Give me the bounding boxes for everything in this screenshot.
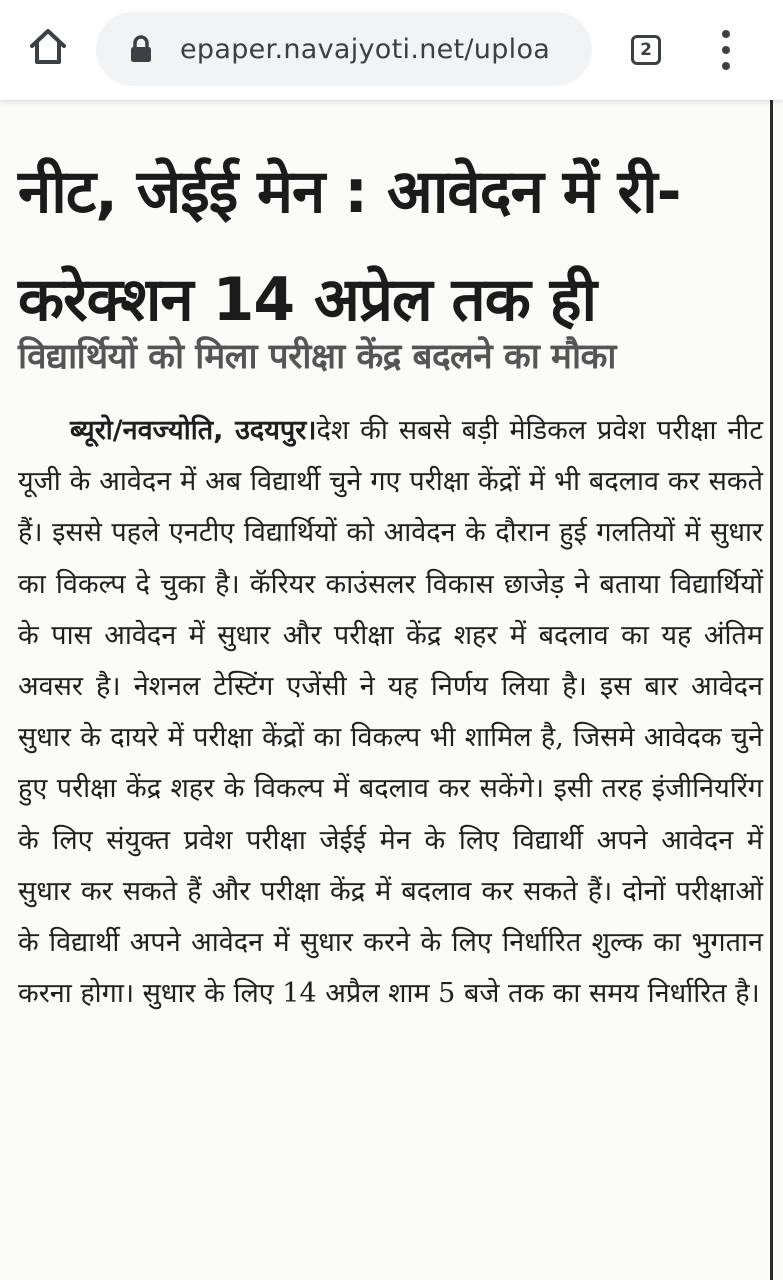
lock-icon [130, 33, 156, 65]
url-text: epaper.navajyoti.net/uploa [180, 33, 551, 65]
article-text: देश की सबसे बड़ी मेडिकल प्रवेश परीक्षा नीट यूजी के आवेदन में अब विद्यार्थी चुने गए परीक्षा केंद्रों में भी बदलाव कर सकते हैं। इससे पहले एनटीए विद्यार्थियों को आवेदन के दौरान हुई गलतियों में सुधार का विकल्प दे चुका है। कॅरियर काउंसलर विकास छाजेड़ ने बताया विद्यार्थियों के पास आवेदन में सुधार और परीक्षा केंद्र शहर में बदलाव का यह अंतिम अवसर है। नेशनल टेस्टिंग एजेंसी ने यह निर्णय लिया है। इस बार आवेदन सुधार के दायरे में परीक्षा केंद्रों का विकल्प भी शामिल है, जिसमे आवेदक चुने हुए परीक्षा केंद्र शहर के विकल्प में बदलाव कर सकेंगे। इसी तरह इंजीनियरिंग के लिए संयुक्त प्रवेश परीक्षा जेईई मेन के लिए विद्यार्थी अपने आवेदन में सुधार कर सकते हैं और परीक्षा केंद्र में बदलाव कर सकते हैं। दोनों परीक्षाओं के विद्यार्थी अपने आवेदन में सुधार करने के लिए निर्धारित शुल्क का भुगतान करना होगा। सुधार के लिए 14 अप्रैल शाम 5 बजे तक का समय निर्धारित है। [18, 415, 763, 1010]
browser-toolbar [0, 0, 783, 100]
tab-switcher-icon [631, 35, 661, 65]
more-menu-button[interactable] [706, 24, 746, 76]
tab-switcher-button[interactable] [626, 30, 666, 70]
more-vert-icon [722, 30, 730, 38]
article-dateline: ब्यूरो/नवज्योति, उदयपुर। [70, 415, 317, 446]
home-button[interactable] [22, 22, 74, 74]
tab-count: 2 [640, 40, 652, 60]
article-subheadline: विद्यार्थियों को मिला परीक्षा केंद्र बदलने का मौका [18, 337, 616, 377]
address-bar[interactable] [96, 12, 592, 86]
column-divider [770, 100, 773, 1280]
article-headline: नीट, जेईई मेन : आवेदन में री-करेक्शन 14 अप्रेल तक ही [18, 157, 681, 335]
home-icon [28, 27, 68, 69]
article-body [18, 405, 763, 1019]
